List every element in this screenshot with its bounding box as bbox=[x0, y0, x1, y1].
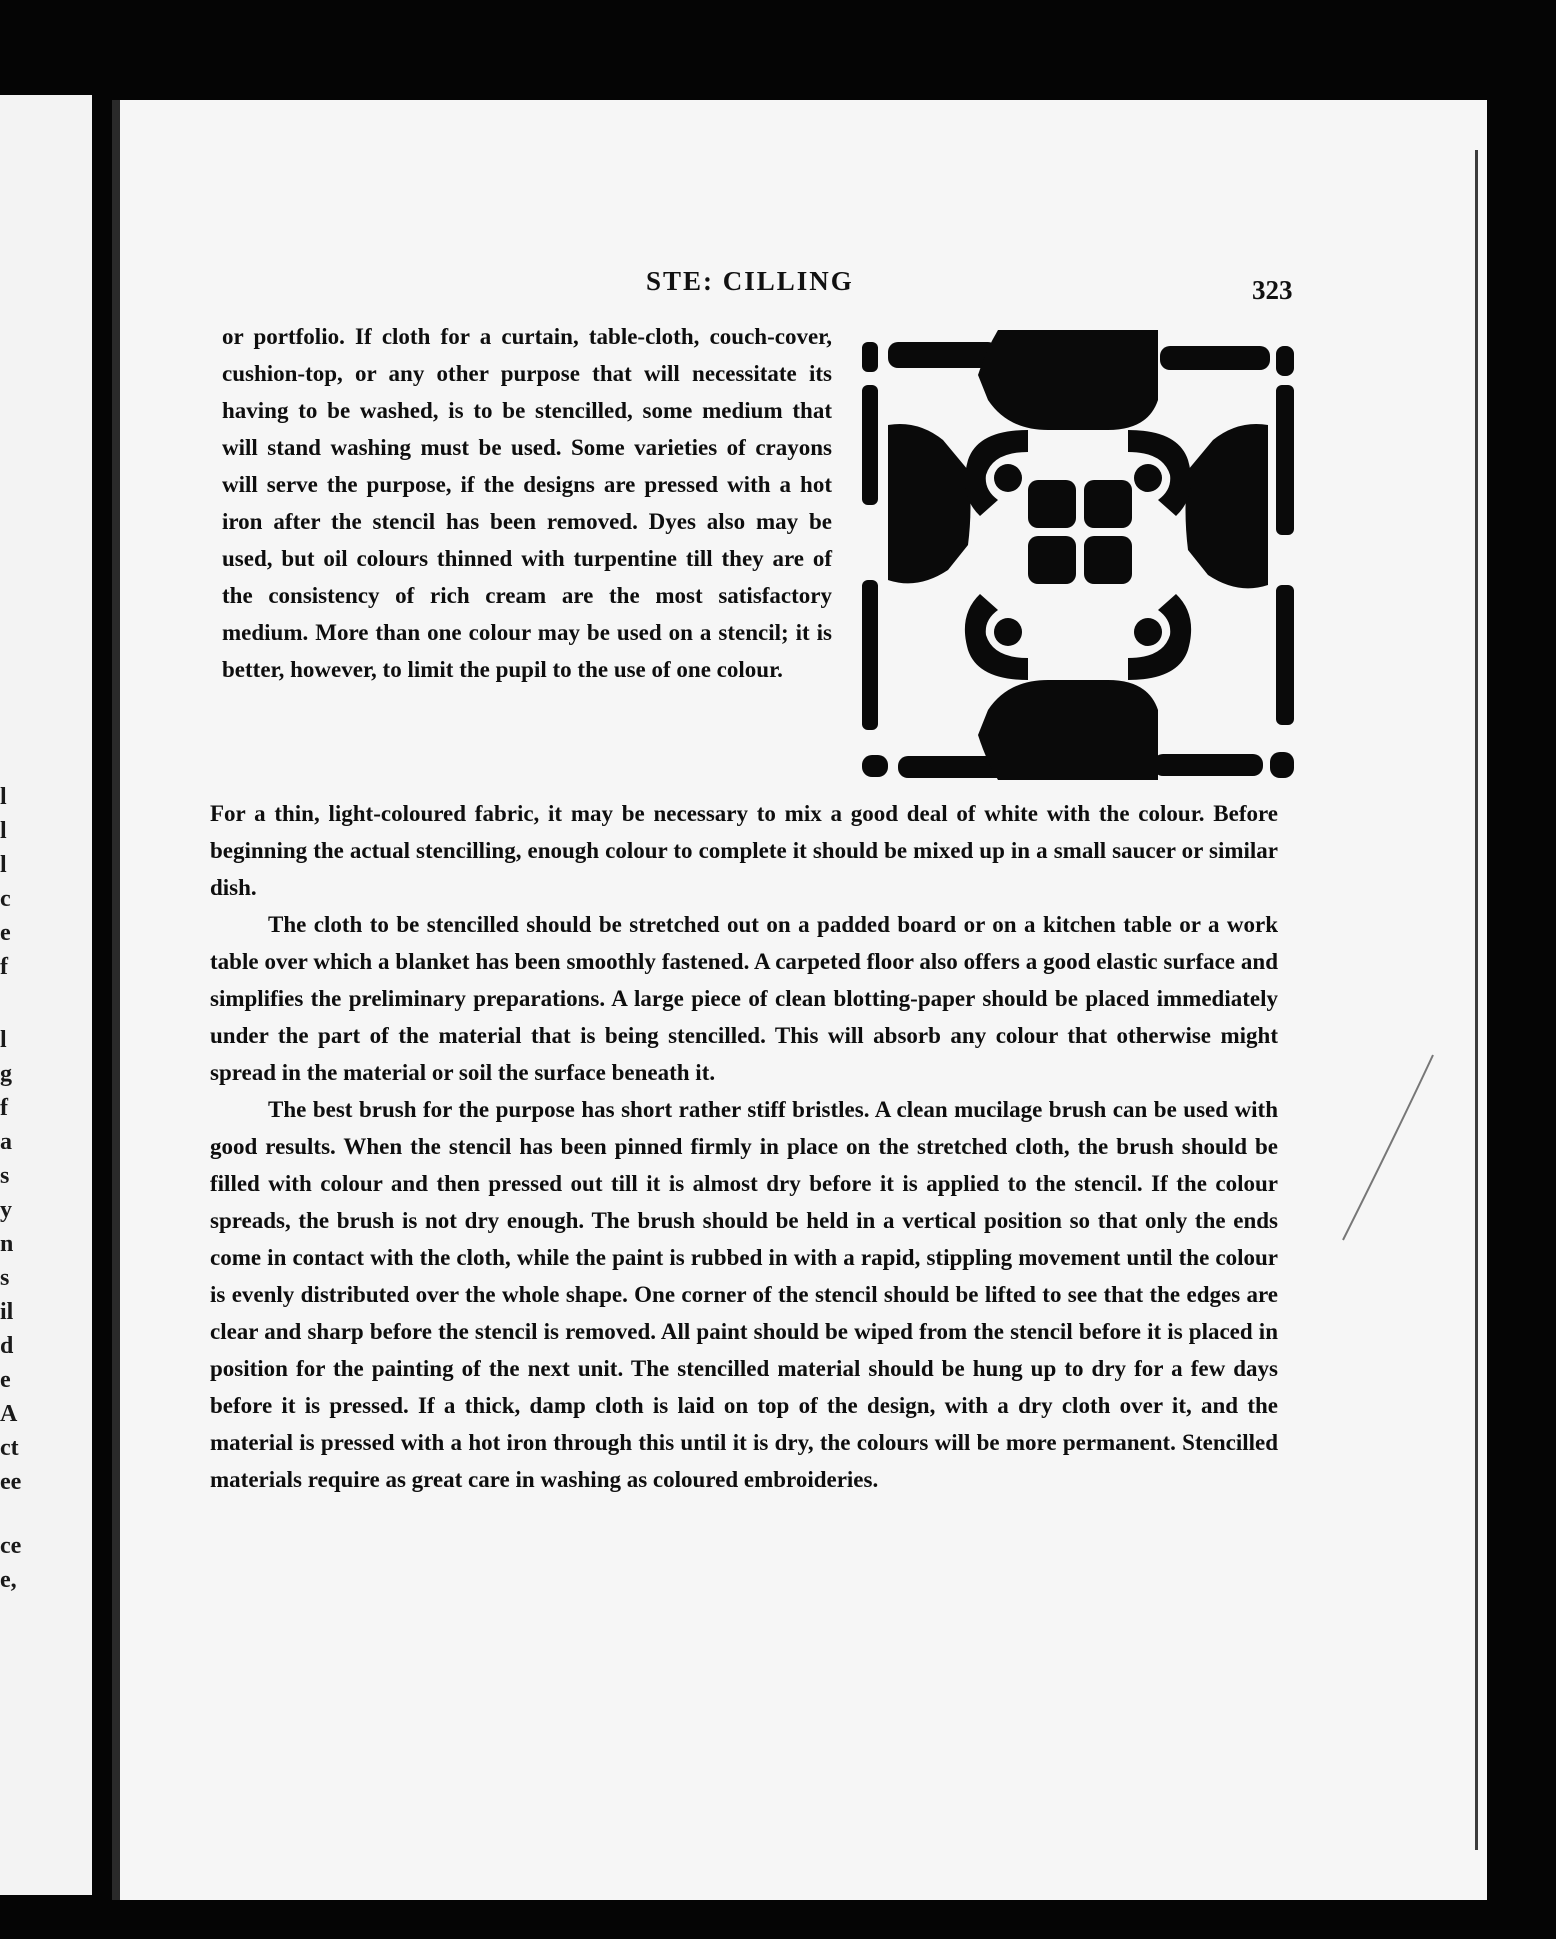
left-page-fragment: c bbox=[0, 886, 11, 912]
left-page-fragment: il bbox=[0, 1299, 14, 1325]
top-paragraph: or portfolio. If cloth for a curtain, table-cloth, couch-cover, cushion-top, or any other purpose that will necessitate its having to be washed, is to be stencilled, some medium that will stand washing must be used. Some varieties of crayons will serve the purpose, if the designs are pressed with a hot iron after the stencil has been removed. Dyes also may be used, but oil colours thinned with turpentine till they are of the consistency of rich cream are the most satisfactory medium. More than one colour may be used on a stencil; it is better, however, to limit the pupil to the use of one colour. bbox=[222, 324, 832, 682]
left-page-fragment: A bbox=[0, 1401, 18, 1427]
left-page-fragment: n bbox=[0, 1231, 14, 1257]
left-page-fragment: l bbox=[0, 784, 7, 810]
left-page-fragment: l bbox=[0, 852, 7, 878]
page-edge bbox=[1475, 150, 1478, 1850]
left-page-fragment: l bbox=[0, 818, 7, 844]
left-page-fragment: s bbox=[0, 1163, 10, 1189]
left-page-fragment: f bbox=[0, 954, 8, 980]
running-header: STE: CILLING bbox=[646, 266, 854, 296]
adjacent-page-strip bbox=[0, 95, 92, 1895]
left-page-fragment: l bbox=[0, 1027, 7, 1053]
stencil-pattern-illustration bbox=[858, 330, 1298, 780]
left-page-fragment: e bbox=[0, 1367, 11, 1393]
left-page-fragment: ee bbox=[0, 1469, 22, 1495]
left-page-fragment: g bbox=[0, 1061, 12, 1087]
left-page-fragment: y bbox=[0, 1197, 12, 1223]
page-number: 323 bbox=[1252, 275, 1293, 305]
left-page-fragment: a bbox=[0, 1129, 12, 1155]
left-page-fragment: e, bbox=[0, 1567, 17, 1593]
stencil-shapes bbox=[862, 330, 1294, 780]
continuation-paragraph: For a thin, light-coloured fabric, it may be necessary to mix a good deal of white with the colour. Before beginning the actual stencilling, enough colour to complete it should be mixed up in a small saucer or similar dish. bbox=[210, 801, 1278, 900]
left-page-fragment: s bbox=[0, 1265, 10, 1291]
left-page-fragment: ce bbox=[0, 1533, 22, 1559]
left-page-fragment: ct bbox=[0, 1435, 19, 1461]
left-page-fragment: f bbox=[0, 1095, 8, 1121]
paragraph: The best brush for the purpose has short rather stiff bristles. A clean mucilage brush can be used with good results. When the stencil has been pinned firmly in place on the stretched cloth, the brush should be filled with colour and then pressed out till it is almost dry before it is applied to the stencil. If the colour spreads, the brush is not dry enough. The brush should be held in a vertical position so that only the ends come in contact with the cloth, while the paint is rubbed in with a rapid, stippling movement until the colour is evenly distributed over the whole shape. One corner of the stencil should be lifted to see that the edges are clear and sharp before the stencil is removed. All paint should be wiped from the stencil before it is placed in position for the painting of the next unit. The stencilled material should be hung up to dry for a few days before it is pressed. If a thick, damp cloth is laid on top of the design, with a dry cloth over it, and the material is pressed with a hot iron through this until it is dry, the colours will be more permanent. Stencilled materials require as great care in washing as coloured embroideries. bbox=[210, 1097, 1278, 1492]
left-page-fragment: d bbox=[0, 1333, 14, 1359]
main-text-column bbox=[210, 795, 1278, 1498]
margin-pencil-mark bbox=[1338, 1050, 1438, 1250]
paragraph: The cloth to be stencilled should be stretched out on a padded board or on a kitchen table or a work table over which a blanket has been smoothly fastened. A carpeted floor also offers a good elastic surface and simplifies the preliminary preparations. A large piece of clean blotting-paper should be placed immediately under the part of the material that is being stencilled. This will absorb any colour that otherwise might spread in the material or soil the surface beneath it. bbox=[210, 912, 1278, 1085]
left-page-fragment: e bbox=[0, 920, 11, 946]
